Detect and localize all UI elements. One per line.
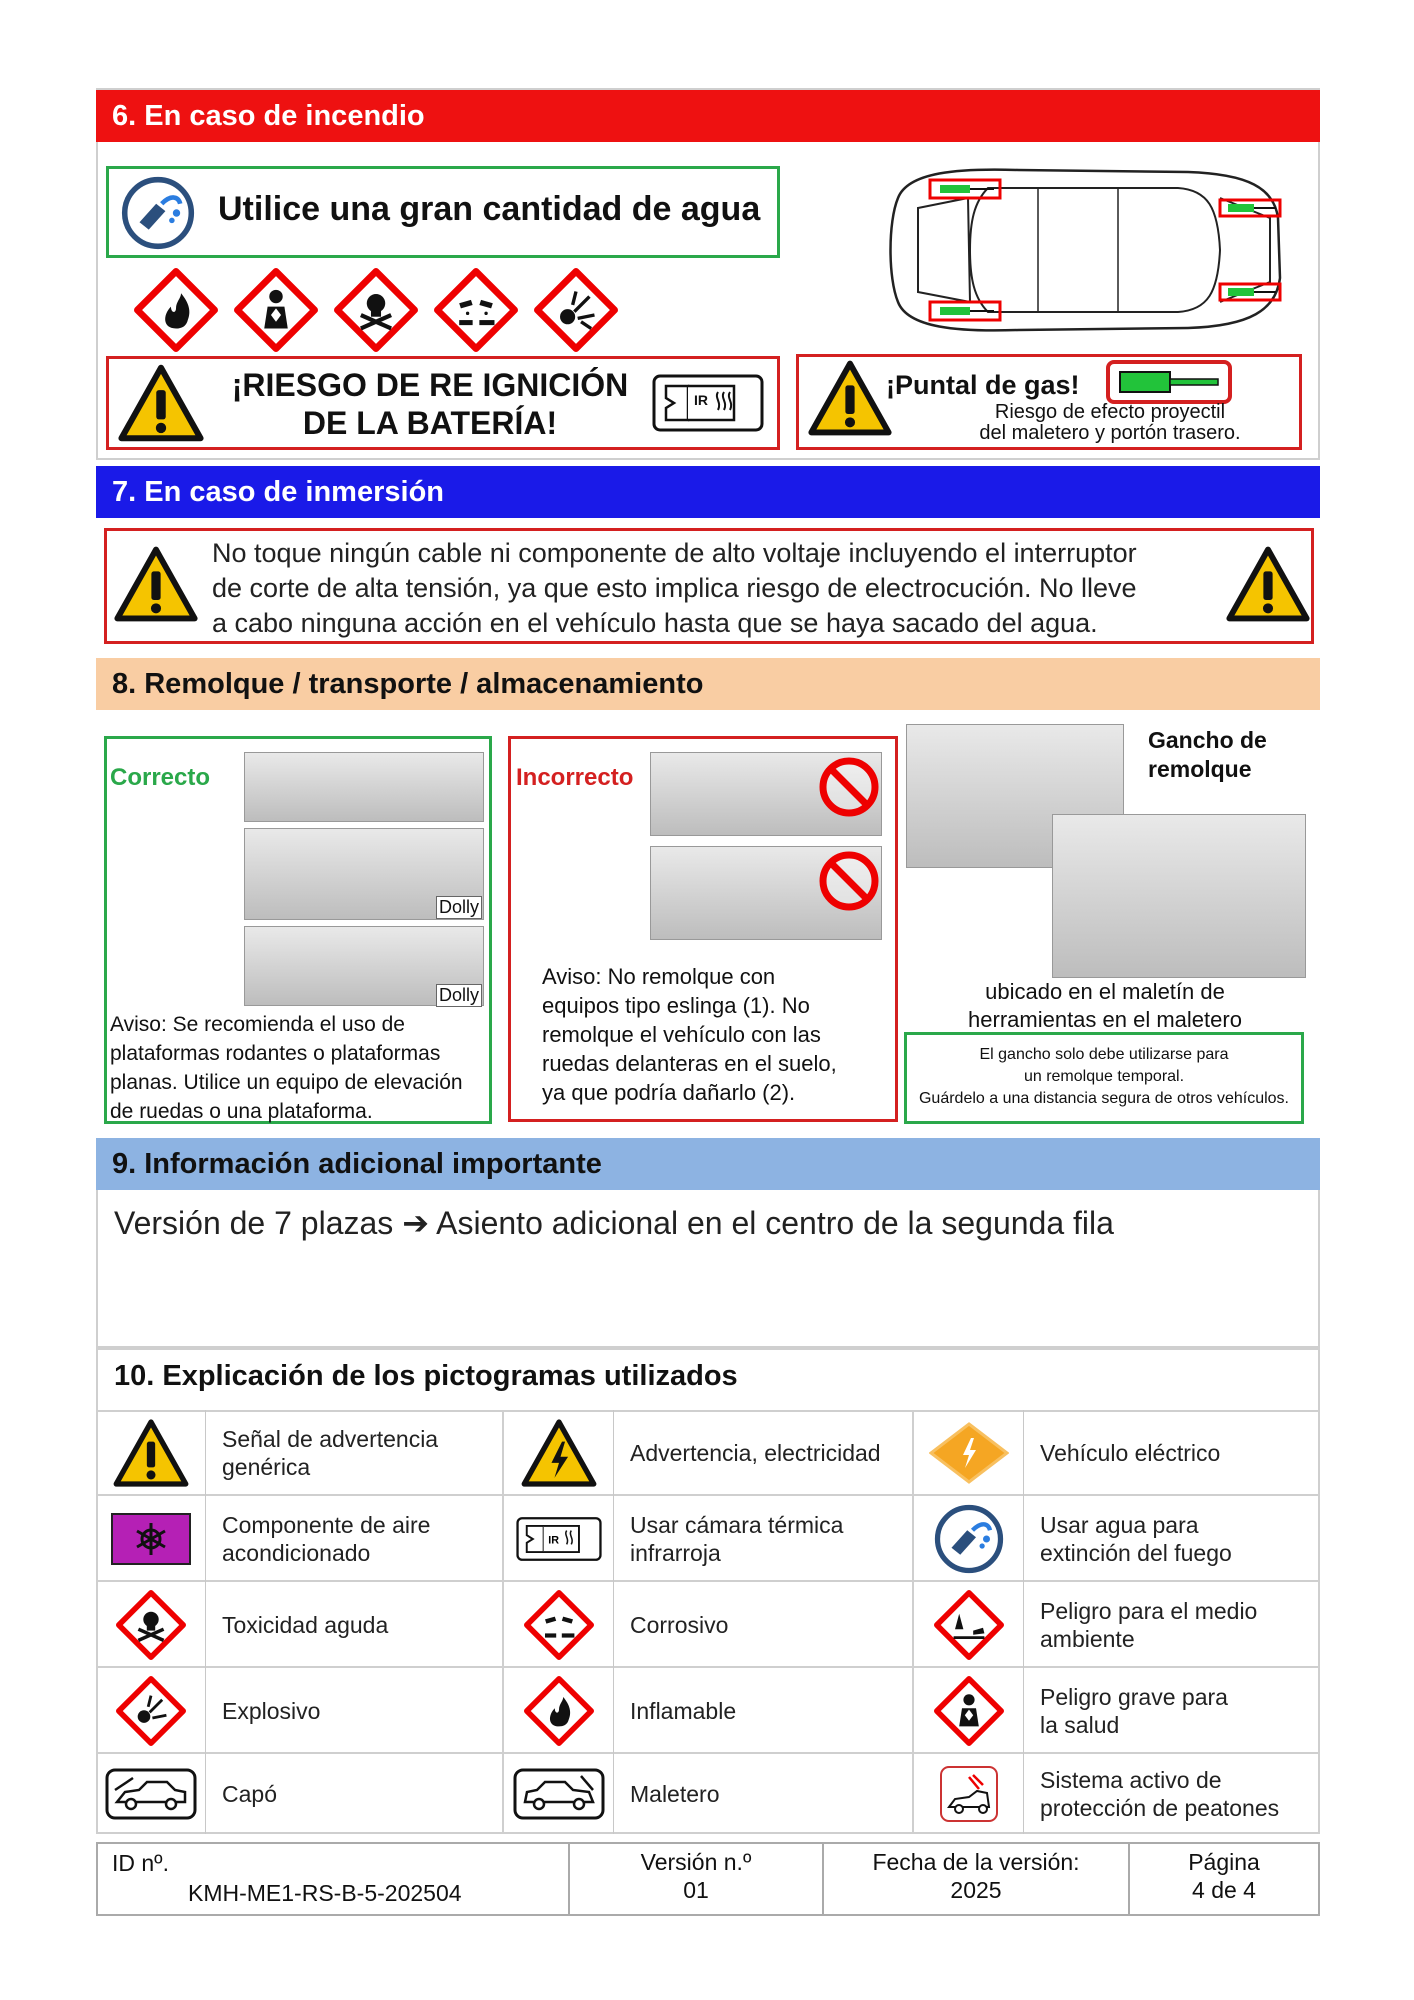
hook-location-line-2: herramientas en el maletero bbox=[968, 1007, 1242, 1032]
thermal-camera-icon bbox=[652, 374, 764, 432]
hook-title bbox=[1148, 726, 1267, 784]
section-8-header bbox=[96, 658, 1320, 710]
footer-page-value: 4 de 4 bbox=[1192, 1877, 1256, 1903]
correct-note-line-3: planas. Utilice un equipo de elevación bbox=[110, 1071, 463, 1094]
explosive-icon bbox=[96, 1668, 206, 1754]
hook-note bbox=[904, 1044, 1304, 1110]
incorrect-note-line-3: remolque el vehículo con las bbox=[542, 1022, 821, 1047]
section-8-title: 8. Remolque / transporte / almacenamiento bbox=[112, 667, 704, 700]
pictogram-description bbox=[1024, 1582, 1320, 1668]
pictogram-description bbox=[614, 1668, 914, 1754]
hook-note-line-1: El gancho solo debe utilizarse para bbox=[979, 1046, 1229, 1063]
pictogram-description bbox=[206, 1410, 504, 1496]
gas-note bbox=[920, 402, 1300, 444]
pictogram-description bbox=[1024, 1410, 1320, 1496]
hook-location bbox=[930, 978, 1280, 1034]
prohibited-icon bbox=[818, 756, 880, 818]
incorrect-note-line-4: ruedas delanteras en el suelo, bbox=[542, 1051, 837, 1076]
section-7-header bbox=[96, 466, 1320, 518]
section-9-text-b: Asiento adicional en el centro de la segunda fila bbox=[436, 1205, 1114, 1241]
pictogram-label-line-1: Maletero bbox=[630, 1781, 720, 1807]
footer-page-label: Página bbox=[1188, 1849, 1260, 1875]
gas-title: ¡Puntal de gas! bbox=[886, 370, 1080, 400]
pictogram-label-line-1: Usar cámara térmica bbox=[630, 1512, 844, 1538]
pictogram-label-line-1: Corrosivo bbox=[630, 1612, 729, 1638]
pictogram-label-line-2: genérica bbox=[222, 1454, 311, 1480]
immersion-line-2: de corte de alta tensión, ya que esto implica riesgo de electrocución. No lleve bbox=[212, 573, 1137, 603]
air-conditioning-icon bbox=[96, 1496, 206, 1582]
hook-title-line-1: Gancho de bbox=[1148, 727, 1267, 753]
prohibited-icon bbox=[818, 850, 880, 912]
electric-vehicle-icon bbox=[914, 1410, 1024, 1496]
immersion-text bbox=[212, 536, 1222, 641]
warning-icon bbox=[96, 1410, 206, 1496]
pictogram-label-line-1: Componente de aire bbox=[222, 1512, 431, 1538]
footer-date-label: Fecha de la versión: bbox=[872, 1849, 1080, 1875]
pictogram-label-line-2: la salud bbox=[1040, 1712, 1120, 1738]
correct-note bbox=[110, 1010, 490, 1126]
pictogram-description bbox=[206, 1496, 504, 1582]
car-top-view bbox=[878, 158, 1290, 342]
health-hazard-icon bbox=[914, 1668, 1024, 1754]
reignition-line-1: ¡RIESGO DE RE IGNICIÓN bbox=[231, 367, 629, 403]
correct-note-line-1: Aviso: Se recomienda el uso de bbox=[110, 1013, 405, 1036]
pictogram-label-line-1: Usar agua para bbox=[1040, 1512, 1199, 1538]
immersion-line-3: a cabo ninguna acción en el vehículo hasta que se haya sacado del agua. bbox=[212, 608, 1098, 638]
pictogram-label-line-1: Sistema activo de bbox=[1040, 1767, 1222, 1793]
warning-icon bbox=[1226, 546, 1310, 622]
pictogram-description bbox=[1024, 1754, 1320, 1834]
pictogram-label-line-1: Toxicidad aguda bbox=[222, 1612, 389, 1638]
thermal-camera-icon bbox=[504, 1496, 614, 1582]
warning-icon bbox=[118, 364, 204, 442]
pictogram-description bbox=[614, 1754, 914, 1834]
pictogram-label-line-2: extinción del fuego bbox=[1040, 1540, 1232, 1566]
section-9-title: 9. Información adicional importante bbox=[112, 1147, 602, 1180]
pictogram-label-line-2: infrarroja bbox=[630, 1540, 721, 1566]
corrosive-icon bbox=[434, 268, 518, 352]
water-extinguish-icon bbox=[118, 176, 198, 250]
pictogram-label-line-1: Señal de advertencia bbox=[222, 1426, 439, 1452]
pictogram-description bbox=[1024, 1668, 1320, 1754]
correct-note-line-2: plataformas rodantes o plataformas bbox=[110, 1042, 441, 1065]
pictogram-description bbox=[206, 1582, 504, 1668]
section-9-header bbox=[96, 1138, 1320, 1190]
warning-icon bbox=[808, 360, 892, 436]
footer-id-label: ID nº. bbox=[112, 1850, 169, 1876]
pictogram-description bbox=[206, 1754, 504, 1834]
pictogram-label-line-1: Vehículo eléctrico bbox=[1040, 1440, 1221, 1466]
correct-note-line-4: de ruedas o una plataforma. bbox=[110, 1100, 373, 1123]
electricity-warning-icon bbox=[504, 1410, 614, 1496]
explosive-icon bbox=[534, 268, 618, 352]
hook-title-line-2: remolque bbox=[1148, 756, 1252, 782]
pictogram-label-line-2: protección de peatones bbox=[1040, 1795, 1280, 1821]
gas-note-line-2: del maletero y portón trasero. bbox=[979, 422, 1241, 444]
arrow-icon: ➔ bbox=[402, 1205, 429, 1241]
pictogram-label-line-1: Explosivo bbox=[222, 1698, 321, 1724]
section-6-header bbox=[96, 90, 1320, 142]
footer-date bbox=[824, 1842, 1128, 1916]
footer-id-value: KMH-ME1-RS-B-5-202504 bbox=[188, 1880, 462, 1906]
pictogram-label-line-1: Advertencia, electricidad bbox=[630, 1440, 881, 1466]
section-6-title: 6. En caso de incendio bbox=[112, 99, 425, 132]
water-text: Utilice una gran cantidad de agua bbox=[218, 190, 761, 228]
reignition-text bbox=[210, 366, 650, 442]
incorrect-note-line-1: Aviso: No remolque con bbox=[542, 964, 776, 989]
flatbed-transport-image bbox=[244, 752, 484, 822]
pictogram-label-line-1: Capó bbox=[222, 1781, 277, 1807]
pictogram-description bbox=[614, 1410, 914, 1496]
correct-label: Correcto bbox=[110, 764, 211, 791]
hood-icon bbox=[96, 1754, 206, 1834]
pictogram-description bbox=[1024, 1496, 1320, 1582]
rear-tow-hook-image bbox=[1052, 814, 1306, 978]
section-9-text-a: Versión de 7 plazas bbox=[114, 1205, 394, 1241]
dolly-label-2: Dolly bbox=[436, 984, 482, 1007]
trunk-icon bbox=[504, 1754, 614, 1834]
pictogram-label-line-1: Peligro para el medio bbox=[1040, 1598, 1258, 1624]
footer-version-label: Versión n.º bbox=[640, 1849, 752, 1875]
footer-version bbox=[570, 1842, 822, 1916]
ir-label: IR bbox=[694, 392, 708, 408]
water-extinguish-icon bbox=[914, 1496, 1024, 1582]
hook-location-line-1: ubicado en el maletín de bbox=[985, 979, 1225, 1004]
incorrect-note-line-5: ya que podría dañarlo (2). bbox=[542, 1080, 796, 1105]
section-10-title: 10. Explicación de los pictogramas utilizados bbox=[114, 1360, 738, 1392]
incorrect-note bbox=[542, 962, 892, 1107]
gas-note-line-1: Riesgo de efecto proyectil bbox=[994, 401, 1226, 423]
flammable-icon bbox=[504, 1668, 614, 1754]
section-9-text bbox=[114, 1204, 1114, 1242]
dolly-label-1: Dolly bbox=[436, 896, 482, 919]
warning-icon bbox=[114, 546, 198, 622]
immersion-line-1: No toque ningún cable ni componente de alto voltaje incluyendo el interruptor bbox=[212, 538, 1137, 568]
acute-toxicity-icon bbox=[96, 1582, 206, 1668]
pictogram-description bbox=[614, 1582, 914, 1668]
section-7-title: 7. En caso de inmersión bbox=[112, 475, 444, 508]
footer-date-value: 2025 bbox=[950, 1877, 1002, 1903]
svg-text:IR: IR bbox=[547, 1534, 559, 1547]
incorrect-label: Incorrecto bbox=[516, 764, 634, 791]
incorrect-note-line-2: equipos tipo eslinga (1). No bbox=[542, 993, 810, 1018]
acute-toxicity-icon bbox=[334, 268, 418, 352]
pictogram-label-line-1: Inflamable bbox=[630, 1698, 737, 1724]
environment-hazard-icon bbox=[914, 1582, 1024, 1668]
hook-note-line-3: Guárdelo a una distancia segura de otros vehículos. bbox=[918, 1090, 1289, 1107]
footer-page bbox=[1130, 1842, 1318, 1916]
pictogram-description bbox=[206, 1668, 504, 1754]
gas-strut-icon bbox=[1106, 360, 1232, 404]
reignition-line-2: DE LA BATERÍA! bbox=[302, 405, 558, 441]
pictogram-description bbox=[614, 1496, 914, 1582]
corrosive-icon bbox=[504, 1582, 614, 1668]
footer-version-value: 01 bbox=[683, 1877, 709, 1903]
pictogram-label-line-2: ambiente bbox=[1040, 1626, 1135, 1652]
pictogram-label-line-1: Peligro grave para bbox=[1040, 1684, 1228, 1710]
flammable-icon bbox=[134, 268, 218, 352]
pedestrian-protection-icon bbox=[914, 1754, 1024, 1834]
pictogram-label-line-2: acondicionado bbox=[222, 1540, 371, 1566]
hook-note-line-2: un remolque temporal. bbox=[1023, 1068, 1185, 1085]
health-hazard-icon bbox=[234, 268, 318, 352]
